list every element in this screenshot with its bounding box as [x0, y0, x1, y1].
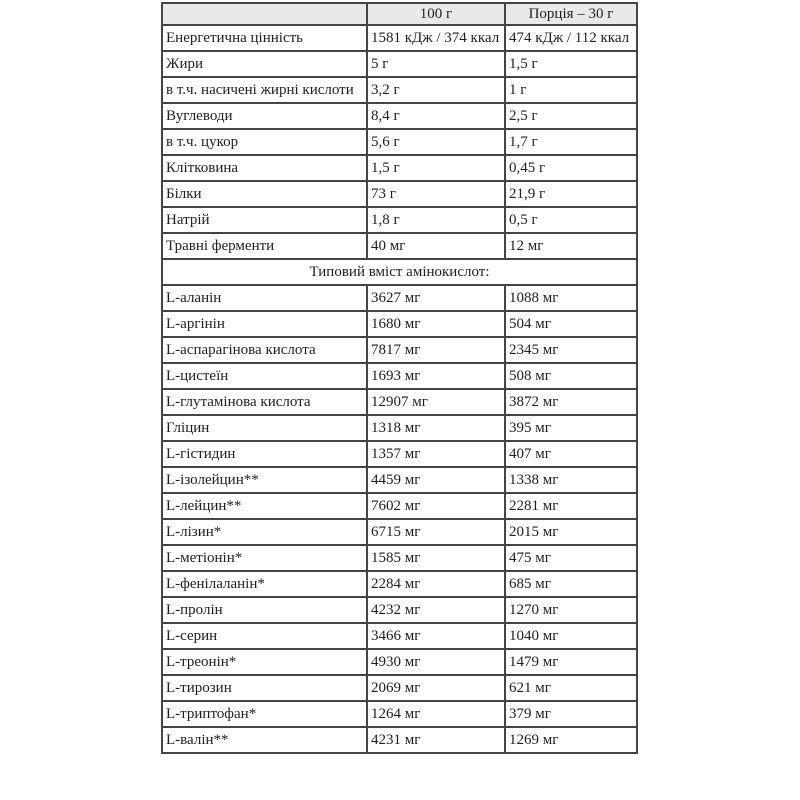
- amino-acid-row-portion: 395 мг: [505, 415, 637, 441]
- amino-acids-section-row: [162, 259, 637, 285]
- amino-acid-row-portion: 508 мг: [505, 363, 637, 389]
- nutrient-row-portion: 2,5 г: [505, 103, 637, 129]
- amino-acid-row-portion: 379 мг: [505, 701, 637, 727]
- nutrient-row: [162, 233, 637, 259]
- nutrient-row-per100: 1,5 г: [367, 155, 505, 181]
- amino-acid-row: [162, 519, 637, 545]
- amino-acid-row-per100: 3627 мг: [367, 285, 505, 311]
- amino-acid-row-portion: 685 мг: [505, 571, 637, 597]
- amino-acid-row-label: L-аргінін: [162, 311, 367, 337]
- amino-acid-row: [162, 597, 637, 623]
- nutrient-row-per100: 8,4 г: [367, 103, 505, 129]
- amino-acids-section: [162, 285, 637, 753]
- amino-acid-row-label: L-треонін*: [162, 649, 367, 675]
- amino-acid-row-label: L-аспарагінова кислота: [162, 337, 367, 363]
- nutrient-row-per100: 5 г: [367, 51, 505, 77]
- amino-acid-row-portion: 1088 мг: [505, 285, 637, 311]
- amino-acid-row-portion: 3872 мг: [505, 389, 637, 415]
- header-portion-30g: Порція – 30 г: [505, 3, 637, 25]
- amino-acid-row: [162, 311, 637, 337]
- nutrient-row-label: Клітковина: [162, 155, 367, 181]
- amino-acid-row-per100: 4930 мг: [367, 649, 505, 675]
- amino-acid-row: [162, 623, 637, 649]
- amino-acid-row-portion: 504 мг: [505, 311, 637, 337]
- amino-acid-row-per100: 1585 мг: [367, 545, 505, 571]
- amino-acid-row: [162, 571, 637, 597]
- amino-acid-row-label: L-глутамінова кислота: [162, 389, 367, 415]
- amino-acid-row-per100: 2284 мг: [367, 571, 505, 597]
- nutrient-row-per100: 1,8 г: [367, 207, 505, 233]
- header-label-empty: [162, 3, 367, 25]
- nutrient-row-portion: 0,5 г: [505, 207, 637, 233]
- nutrient-row-portion: 474 кДж / 112 ккал: [505, 25, 637, 51]
- amino-acid-row-portion: 1270 мг: [505, 597, 637, 623]
- amino-acid-row-label: Гліцин: [162, 415, 367, 441]
- amino-acid-row-per100: 4231 мг: [367, 727, 505, 753]
- nutrient-row: [162, 25, 637, 51]
- amino-acid-row-portion: 2015 мг: [505, 519, 637, 545]
- amino-acid-row: [162, 285, 637, 311]
- amino-acid-row: [162, 363, 637, 389]
- amino-acid-row-portion: 1338 мг: [505, 467, 637, 493]
- amino-acid-row-portion: 475 мг: [505, 545, 637, 571]
- header-per-100g: 100 г: [367, 3, 505, 25]
- amino-acid-row: [162, 415, 637, 441]
- nutrient-row-portion: 12 мг: [505, 233, 637, 259]
- amino-acid-row: [162, 545, 637, 571]
- nutrient-row-per100: 5,6 г: [367, 129, 505, 155]
- nutrient-row-portion: 1,5 г: [505, 51, 637, 77]
- amino-acid-row-portion: 2281 мг: [505, 493, 637, 519]
- amino-acid-row-label: L-аланін: [162, 285, 367, 311]
- amino-acid-row-per100: 1264 мг: [367, 701, 505, 727]
- amino-acid-row-per100: 7817 мг: [367, 337, 505, 363]
- nutrient-row-per100: 73 г: [367, 181, 505, 207]
- amino-acid-row-portion: 1269 мг: [505, 727, 637, 753]
- nutrition-table: [161, 2, 638, 754]
- nutrient-row-label: Травні ферменти: [162, 233, 367, 259]
- amino-acids-header-section: [162, 259, 637, 285]
- amino-acid-row: [162, 493, 637, 519]
- nutrient-row-per100: 40 мг: [367, 233, 505, 259]
- nutrient-row-per100: 1581 кДж / 374 ккал: [367, 25, 505, 51]
- amino-acid-row-label: L-гістидин: [162, 441, 367, 467]
- nutrient-row-label: в т.ч. насичені жирні кислоти: [162, 77, 367, 103]
- nutrient-row: [162, 181, 637, 207]
- nutrient-row-label: Жири: [162, 51, 367, 77]
- amino-acid-row-per100: 7602 мг: [367, 493, 505, 519]
- amino-acid-row-per100: 1357 мг: [367, 441, 505, 467]
- amino-acid-row-label: L-триптофан*: [162, 701, 367, 727]
- amino-acids-section-title: Типовий вміст амінокислот:: [162, 259, 637, 285]
- amino-acid-row-label: L-метіонін*: [162, 545, 367, 571]
- amino-acid-row: [162, 441, 637, 467]
- amino-acid-row-per100: 4232 мг: [367, 597, 505, 623]
- nutrient-row-portion: 1 г: [505, 77, 637, 103]
- amino-acid-row-per100: 6715 мг: [367, 519, 505, 545]
- amino-acid-row-label: L-цистеїн: [162, 363, 367, 389]
- amino-acid-row-label: L-фенілаланін*: [162, 571, 367, 597]
- nutrient-row-portion: 1,7 г: [505, 129, 637, 155]
- nutrient-row-label: Енергетична цінність: [162, 25, 367, 51]
- nutrient-row-label: в т.ч. цукор: [162, 129, 367, 155]
- nutrient-row-portion: 0,45 г: [505, 155, 637, 181]
- nutrient-row: [162, 51, 637, 77]
- nutrient-row-label: Вуглеводи: [162, 103, 367, 129]
- amino-acid-row-label: L-пролін: [162, 597, 367, 623]
- nutrient-row: [162, 129, 637, 155]
- nutrient-row-label: Натрій: [162, 207, 367, 233]
- amino-acid-row-per100: 3466 мг: [367, 623, 505, 649]
- amino-acid-row-per100: 4459 мг: [367, 467, 505, 493]
- amino-acid-row: [162, 389, 637, 415]
- nutrient-row: [162, 77, 637, 103]
- amino-acid-row-per100: 1318 мг: [367, 415, 505, 441]
- amino-acid-row: [162, 337, 637, 363]
- amino-acid-row-label: L-лізин*: [162, 519, 367, 545]
- nutrient-row-label: Білки: [162, 181, 367, 207]
- amino-acid-row-portion: 2345 мг: [505, 337, 637, 363]
- nutrient-row: [162, 103, 637, 129]
- amino-acid-row-label: L-серин: [162, 623, 367, 649]
- amino-acid-row-portion: 1479 мг: [505, 649, 637, 675]
- amino-acid-row-per100: 1693 мг: [367, 363, 505, 389]
- amino-acid-row-portion: 621 мг: [505, 675, 637, 701]
- amino-acid-row-portion: 407 мг: [505, 441, 637, 467]
- nutrient-row: [162, 155, 637, 181]
- amino-acid-row-per100: 1680 мг: [367, 311, 505, 337]
- amino-acid-row-per100: 2069 мг: [367, 675, 505, 701]
- nutrient-row-per100: 3,2 г: [367, 77, 505, 103]
- nutrient-row-portion: 21,9 г: [505, 181, 637, 207]
- amino-acid-row-portion: 1040 мг: [505, 623, 637, 649]
- amino-acid-row: [162, 467, 637, 493]
- amino-acid-row: [162, 675, 637, 701]
- amino-acid-row-label: L-тирозин: [162, 675, 367, 701]
- amino-acid-row-label: L-валін**: [162, 727, 367, 753]
- amino-acid-row: [162, 701, 637, 727]
- header-row: [162, 3, 637, 25]
- amino-acid-row: [162, 727, 637, 753]
- amino-acid-row-label: L-лейцин**: [162, 493, 367, 519]
- amino-acid-row-per100: 12907 мг: [367, 389, 505, 415]
- nutrients-section: [162, 25, 637, 259]
- amino-acid-row-label: L-ізолейцин**: [162, 467, 367, 493]
- amino-acid-row: [162, 649, 637, 675]
- nutrient-row: [162, 207, 637, 233]
